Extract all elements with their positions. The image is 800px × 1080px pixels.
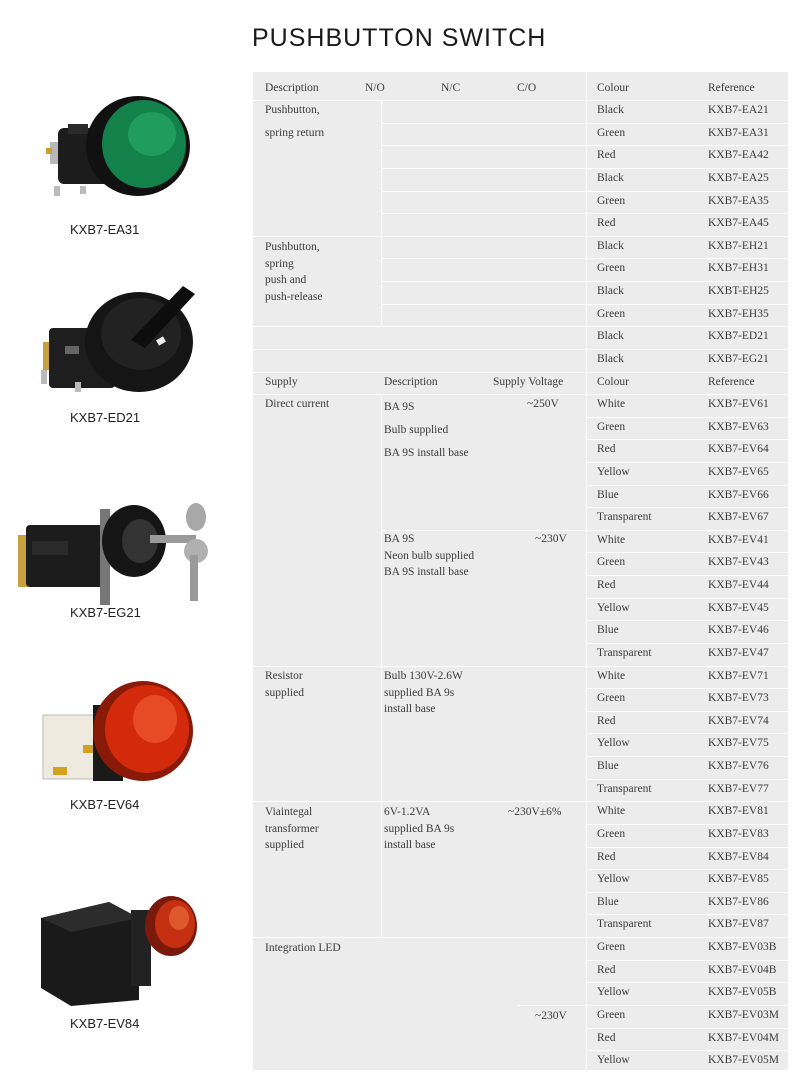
row-divider: [253, 666, 586, 667]
row-divider: [586, 620, 788, 621]
colour-cell: Red: [597, 963, 616, 976]
reference-cell: KXBT-EH25: [708, 285, 769, 298]
group-description: Bulb 130V-2.6W supplied BA 9s install base: [384, 670, 463, 715]
reference-cell: KXB7-EV75: [708, 737, 769, 750]
colour-cell: Transparent: [597, 511, 652, 524]
column-divider: [381, 100, 382, 326]
row-divider: [586, 756, 788, 757]
reference-cell: KXB7-EV63: [708, 420, 769, 433]
colour-cell: White: [597, 669, 626, 682]
reference-cell: KXB7-EV67: [708, 511, 769, 524]
group-voltage: ~230V: [535, 1010, 567, 1022]
group-description: 6V-1.2VA supplied BA 9s install base: [384, 806, 455, 851]
colour-cell: Red: [597, 579, 616, 592]
row-divider: [586, 326, 788, 327]
group-supply: Direct current: [265, 398, 330, 410]
reference-cell: KXB7-EV66: [708, 488, 769, 501]
colour-cell: Green: [597, 126, 626, 139]
reference-cell: KXB7-EV05B: [708, 986, 777, 999]
row-divider: [381, 213, 586, 214]
reference-cell: KXB7-EV44: [708, 579, 769, 592]
row-divider: [253, 236, 586, 237]
colour-cell: Transparent: [597, 782, 652, 795]
reference-cell: KXB7-EV04B: [708, 963, 777, 976]
row-divider: [381, 168, 586, 169]
reference-cell: KXB7-EV04M: [708, 1031, 779, 1044]
row-divider: [586, 733, 788, 734]
header-supply: Supply: [265, 376, 298, 388]
row-divider: [586, 123, 788, 124]
reference-cell: KXB7-EV65: [708, 465, 769, 478]
reference-cell: KXB7-EV61: [708, 398, 769, 410]
column-divider: [381, 394, 382, 937]
reference-cell: KXB7-EH35: [708, 307, 769, 320]
colour-cell: Yellow: [597, 737, 630, 750]
product-caption: KXB7-EG21: [70, 605, 141, 620]
reference-cell: KXB7-EA35: [708, 194, 769, 207]
row-divider: [586, 236, 788, 237]
reference-cell: KXB7-EV86: [708, 895, 769, 908]
reference-cell: KXB7-EA42: [708, 149, 769, 162]
reference-cell: KXB7-EV84: [708, 850, 769, 863]
spec-table: [253, 72, 788, 1070]
colour-cell: Red: [597, 443, 616, 456]
colour-cell: Green: [597, 307, 626, 320]
colour-cell: Blue: [597, 895, 619, 908]
colour-cell: Green: [597, 420, 626, 433]
colour-cell: Red: [597, 149, 616, 162]
reference-cell: KXB7-EV47: [708, 646, 769, 659]
row-divider: [381, 281, 586, 282]
colour-cell: Yellow: [597, 873, 630, 886]
row-divider: [586, 666, 788, 667]
reference-cell: KXB7-EV46: [708, 624, 769, 637]
header-reference: Reference: [708, 376, 755, 388]
colour-cell: Black: [597, 171, 624, 184]
reference-cell: KXB7-EV41: [708, 533, 769, 546]
row-divider: [253, 100, 788, 101]
reference-cell: KXB7-EG21: [708, 352, 769, 365]
reference-cell: KXB7-EV83: [708, 827, 769, 840]
row-divider: [586, 349, 788, 350]
colour-cell: Black: [597, 104, 624, 116]
group-description: BA 9S Neon bulb supplied BA 9S install base: [384, 533, 475, 578]
row-divider: [253, 372, 788, 373]
product-item: [0, 675, 240, 815]
row-divider: [381, 258, 586, 259]
header-co: C/O: [517, 82, 537, 94]
row-divider: [586, 982, 788, 983]
row-divider: [586, 892, 788, 893]
reference-cell: KXB7-EV87: [708, 918, 769, 931]
row-divider: [253, 801, 586, 802]
row-divider: [381, 123, 586, 124]
header-description: Description: [384, 376, 438, 388]
reference-cell: KXB7-EV64: [708, 443, 769, 456]
reference-cell: KXB7-EV85: [708, 873, 769, 886]
row-divider: [586, 937, 788, 938]
reference-cell: KXB7-EV03B: [708, 941, 777, 954]
reference-cell: KXB7-EV45: [708, 601, 769, 614]
colour-cell: Black: [597, 352, 624, 365]
row-divider: [586, 575, 788, 576]
group-voltage: ~230V±6%: [508, 806, 562, 818]
colour-cell: Green: [597, 194, 626, 207]
product-item: [0, 90, 240, 250]
row-divider: [586, 530, 788, 531]
row-divider: [586, 779, 788, 780]
row-divider: [586, 1028, 788, 1029]
row-divider: [586, 711, 788, 712]
row-divider: [586, 688, 788, 689]
row-divider: [586, 1050, 788, 1051]
colour-cell: Red: [597, 714, 616, 727]
row-divider: [586, 824, 788, 825]
reference-cell: KXB7-EV74: [708, 714, 769, 727]
row-divider: [586, 1073, 788, 1074]
reference-cell: KXB7-EV71: [708, 669, 769, 682]
header-no: N/O: [365, 82, 385, 94]
colour-cell: White: [597, 398, 626, 410]
group-description: Pushbutton, spring return: [265, 104, 325, 139]
row-divider: [586, 552, 788, 553]
row-divider: [586, 213, 788, 214]
row-divider: [381, 191, 586, 192]
row-divider: [253, 326, 586, 327]
reference-cell: KXB7-EA25: [708, 171, 769, 184]
reference-cell: KXB7-EA31: [708, 126, 769, 139]
colour-cell: Black: [597, 330, 624, 343]
product-gallery: [0, 0, 240, 1080]
row-divider: [586, 439, 788, 440]
group-supply: Resistor supplied: [265, 670, 304, 699]
colour-cell: Yellow: [597, 986, 630, 999]
product-caption: KXB7-ED21: [70, 410, 141, 425]
reference-cell: KXB7-EV76: [708, 760, 769, 773]
row-divider: [586, 145, 788, 146]
colour-cell: Green: [597, 1009, 626, 1021]
colour-cell: Yellow: [597, 1054, 630, 1067]
row-divider: [586, 191, 788, 192]
reference-cell: KXB7-EV05M: [708, 1054, 779, 1067]
colour-cell: Green: [597, 262, 626, 275]
header-colour: Colour: [597, 376, 629, 388]
row-divider: [586, 258, 788, 259]
colour-cell: Black: [597, 239, 624, 252]
colour-cell: Transparent: [597, 918, 652, 931]
colour-cell: Green: [597, 556, 626, 569]
row-divider: [586, 869, 788, 870]
reference-cell: KXB7-EV77: [708, 782, 769, 795]
reference-cell: KXB7-EH21: [708, 239, 769, 252]
reference-cell: KXB7-EV73: [708, 692, 769, 705]
colour-cell: Blue: [597, 760, 619, 773]
group-supply: Viaintegal transformer supplied: [265, 806, 319, 851]
group-supply: Integration LED: [265, 942, 341, 954]
row-divider: [586, 168, 788, 169]
row-divider: [586, 598, 788, 599]
group-voltage: ~250V: [527, 398, 559, 410]
header-reference: Reference: [708, 82, 755, 94]
reference-cell: KXB7-EV03M: [708, 1009, 779, 1021]
row-divider: [381, 304, 586, 305]
reference-cell: KXB7-EA21: [708, 104, 769, 116]
product-item: [0, 888, 240, 1038]
row-divider: [586, 507, 788, 508]
group-description: BA 9S Bulb supplied BA 9S install base: [384, 401, 469, 459]
product-item: [0, 270, 240, 430]
group-voltage: ~230V: [535, 533, 567, 545]
colour-cell: Yellow: [597, 601, 630, 614]
header-description: Description: [265, 82, 319, 94]
colour-cell: Blue: [597, 624, 619, 637]
row-divider: [381, 145, 586, 146]
row-divider: [253, 937, 586, 938]
row-divider: [586, 485, 788, 486]
row-divider: [517, 1005, 586, 1006]
green-pushbutton-icon: [40, 90, 210, 210]
product-caption: KXB7-EV64: [70, 797, 140, 812]
column-divider: [586, 72, 587, 1070]
row-divider: [586, 914, 788, 915]
row-divider: [586, 417, 788, 418]
row-divider: [381, 530, 586, 531]
row-divider: [586, 847, 788, 848]
reference-cell: KXB7-EH31: [708, 262, 769, 275]
page-title: PUSHBUTTON SWITCH: [252, 24, 547, 52]
colour-cell: White: [597, 805, 626, 818]
row-divider: [586, 643, 788, 644]
key-switch-icon: [10, 495, 220, 605]
colour-cell: Blue: [597, 488, 619, 501]
header-nc: N/C: [441, 82, 461, 94]
colour-cell: Black: [597, 285, 624, 298]
row-divider: [586, 1005, 788, 1006]
colour-cell: Red: [597, 850, 616, 863]
transformer-indicator-icon: [35, 888, 205, 1008]
row-divider: [253, 349, 586, 350]
row-divider: [253, 394, 788, 395]
colour-cell: Yellow: [597, 465, 630, 478]
colour-cell: Red: [597, 217, 616, 230]
colour-cell: Transparent: [597, 646, 652, 659]
red-indicator-lamp-icon: [35, 675, 205, 795]
row-divider: [586, 462, 788, 463]
colour-cell: Green: [597, 692, 626, 705]
row-divider: [586, 960, 788, 961]
colour-cell: White: [597, 533, 626, 546]
product-caption: KXB7-EV84: [70, 1016, 140, 1031]
product-caption: KXB7-EA31: [70, 222, 140, 237]
row-divider: [586, 281, 788, 282]
row-divider: [586, 801, 788, 802]
header-colour: Colour: [597, 82, 629, 94]
colour-cell: Green: [597, 827, 626, 840]
colour-cell: Red: [597, 1031, 616, 1044]
reference-cell: KXB7-EA45: [708, 217, 769, 230]
colour-cell: Green: [597, 941, 626, 954]
group-description: Pushbutton, spring push and push-release: [265, 241, 323, 303]
product-item: [0, 495, 240, 625]
header-supply-voltage: Supply Voltage: [493, 376, 564, 388]
reference-cell: KXB7-EV81: [708, 805, 769, 818]
row-divider: [586, 304, 788, 305]
reference-cell: KXB7-EV43: [708, 556, 769, 569]
reference-cell: KXB7-ED21: [708, 330, 769, 343]
selector-switch-icon: [35, 270, 205, 400]
